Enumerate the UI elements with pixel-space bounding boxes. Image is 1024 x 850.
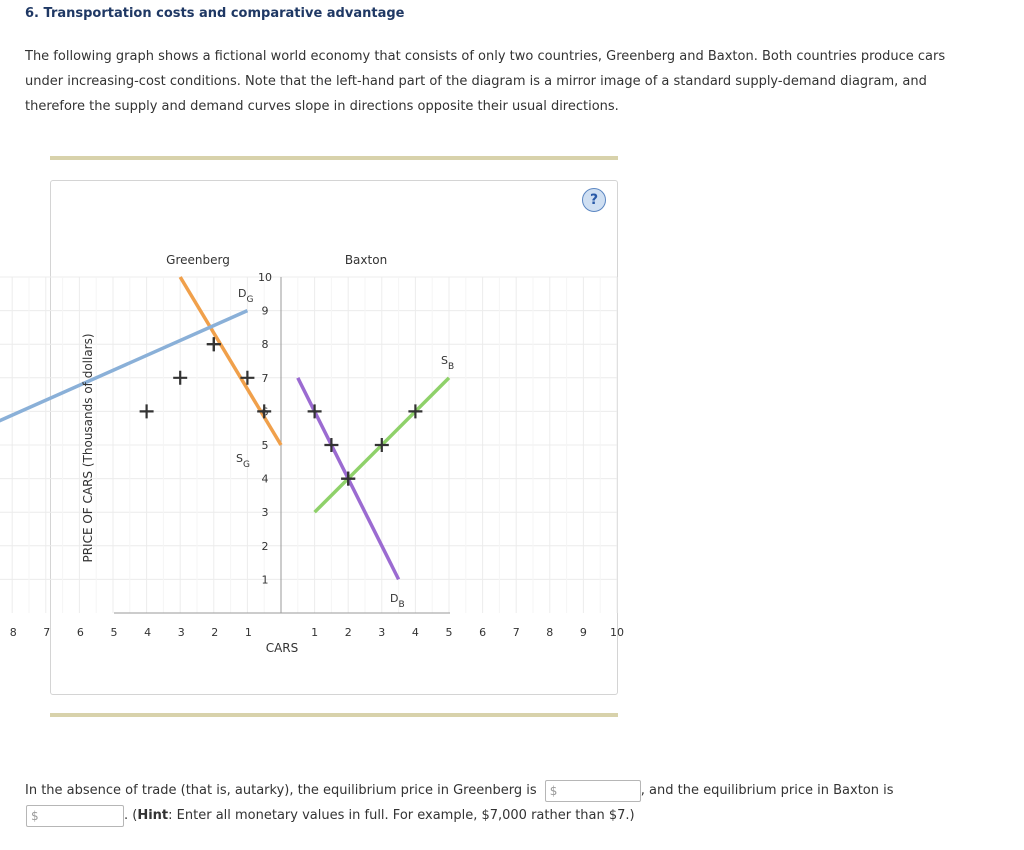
curve-point-marker	[140, 404, 154, 418]
help-icon[interactable]: ?	[582, 188, 606, 212]
currency-symbol: $	[31, 808, 39, 823]
y-tick-label: 6	[261, 405, 269, 419]
greenberg-x-tick: 5	[110, 626, 118, 639]
currency-symbol: $	[549, 783, 558, 798]
sg-label-letter: S	[236, 452, 243, 465]
sb-label-letter: S	[441, 354, 448, 367]
y-tick-label: 8	[261, 338, 269, 352]
greenberg-price-field	[545, 780, 641, 802]
question-part2: , and the equilibrium price in Baxton is	[640, 783, 894, 798]
baxton-x-tick: 5	[445, 626, 453, 639]
sb-label-sub: B	[447, 362, 455, 372]
curve-point-marker	[173, 371, 187, 385]
greenberg-x-tick: 7	[43, 626, 51, 639]
baxton-x-tick: 8	[546, 626, 554, 639]
y-tick-label: 3	[261, 506, 269, 520]
greenberg-x-tick: 6	[76, 626, 84, 639]
curve-point-marker	[324, 438, 338, 452]
db-label-sub: B	[398, 600, 405, 610]
dg-label-sub: G	[246, 295, 254, 305]
hint-text: : Enter all monetary values in full. For example, $7,000 rather than $7.)	[168, 808, 635, 823]
hint-label: Hint	[137, 808, 169, 823]
sg-label-sub: G	[242, 460, 250, 470]
curve-label	[238, 287, 253, 305]
baxton-x-tick: 2	[344, 626, 352, 639]
baxton-x-tick: 9	[579, 626, 587, 639]
x-axis-label: CARS	[265, 641, 299, 655]
greenberg-title: Greenberg	[166, 253, 230, 267]
baxton-title: Baxton	[344, 253, 388, 267]
y-axis-label: PRICE OF CARS (Thousands of dollars)	[81, 333, 95, 563]
curve-point-marker	[308, 404, 322, 418]
baxton-price-field	[26, 805, 124, 827]
y-tick-label: 4	[261, 472, 269, 486]
dg-label-letter: D	[238, 287, 247, 300]
section-title: 6. Transportation costs and comparative advantage	[25, 6, 405, 21]
y-tick-label: 9	[261, 304, 269, 318]
greenberg-x-tick: 3	[177, 626, 185, 639]
baxton-x-tick: 3	[378, 626, 386, 639]
baxton-price-input[interactable]	[27, 809, 121, 827]
curve-label	[441, 354, 454, 372]
greenberg-x-tick: 4	[144, 626, 152, 639]
y-tick-label: 1	[261, 573, 269, 587]
y-tick-label: 7	[261, 371, 269, 385]
intro-text: The following graph shows a fictional world economy that consists of only two countries, Greenberg and Baxton. Both countries produce cars under increasing-cost conditions. Note that the left-hand part of the diagram is a mirror image of a standard supply-demand diagram, and therefore the supply and demand curves slope in directions opposite their usual directions.	[25, 49, 946, 114]
labels	[0, 253, 624, 655]
baxton-x-tick: 1	[311, 626, 319, 639]
curve-label	[390, 592, 405, 610]
baxton-x-tick: 4	[411, 626, 419, 639]
y-tick-label: 2	[261, 539, 269, 553]
greenberg-x-tick: 2	[211, 626, 219, 639]
baxton-x-tick: 7	[512, 626, 520, 639]
question-part3: . (	[124, 808, 138, 823]
db-label-letter: D	[390, 592, 399, 605]
baxton-x-tick: 6	[479, 626, 487, 639]
y-tick-label: 5	[261, 439, 269, 452]
question-block	[25, 778, 1005, 828]
greenberg-x-tick: 1	[244, 626, 252, 639]
baxton-x-tick: 10	[610, 626, 624, 639]
greenberg-price-input[interactable]	[546, 784, 638, 802]
greenberg-x-tick: 8	[9, 626, 17, 639]
y-tick-label: 10	[258, 271, 272, 284]
question-part1: In the absence of trade (that is, autarky), the equilibrium price in Greenberg is	[25, 783, 537, 798]
